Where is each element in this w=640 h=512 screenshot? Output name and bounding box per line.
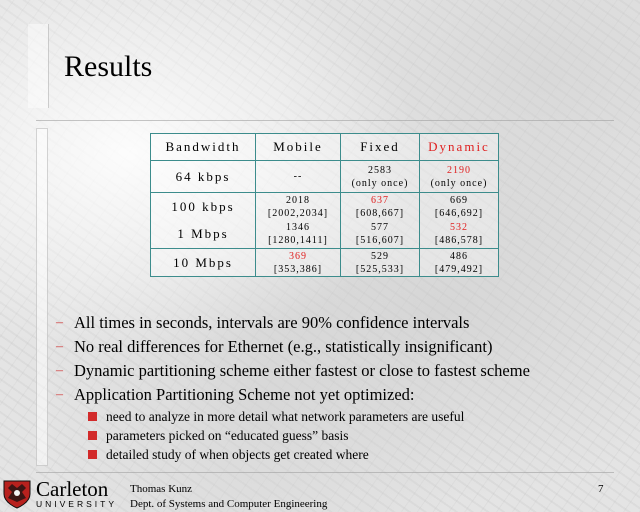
sub-bullet-text: parameters picked on “educated guess” basis [106, 428, 349, 443]
table-header-row [151, 134, 499, 161]
cell-value: 2190 [447, 164, 471, 176]
cell-value: 2018 [286, 194, 310, 206]
page-title: Results [64, 50, 153, 83]
author-name: Thomas Kunz [130, 483, 193, 495]
table-row [151, 193, 499, 221]
cell-bandwidth: 100 kbps [151, 193, 256, 221]
cell-value: 486 [450, 250, 468, 262]
red-square-icon [88, 431, 97, 440]
cell-value: 529 [371, 250, 389, 262]
red-square-icon [88, 412, 97, 421]
cell-bandwidth: 64 kbps [151, 161, 256, 193]
cell-dynamic [420, 221, 499, 249]
sub-bullet-list [74, 407, 530, 464]
cell-note: (only once) [430, 177, 488, 189]
dash-icon: – [56, 387, 63, 402]
cell-bandwidth: 10 Mbps [151, 249, 256, 277]
cell-mobile [256, 221, 341, 249]
carleton-crest-icon [2, 478, 32, 510]
cell-interval: [516,607] [355, 235, 405, 247]
cell-mobile [256, 249, 341, 277]
university-label: UNIVERSITY [36, 499, 118, 509]
cell-fixed [341, 161, 420, 193]
cell-value: 369 [289, 250, 307, 262]
bullet-text: All times in seconds, intervals are 90% confidence intervals [74, 313, 470, 332]
cell-fixed [341, 193, 420, 221]
table-row [151, 221, 499, 249]
list-item [56, 311, 530, 335]
decorative-left-bar [28, 24, 49, 108]
cell-mobile [256, 161, 341, 193]
cell-value: 577 [371, 222, 389, 234]
cell-value: 637 [371, 194, 389, 206]
cell-dynamic [420, 193, 499, 221]
list-item [56, 335, 530, 359]
cell-interval: [353,386] [273, 263, 323, 275]
dash-icon: – [56, 339, 63, 354]
university-name: Carleton [36, 477, 109, 501]
cell-interval: [1280,1411] [268, 235, 328, 247]
cell-note: (only once) [351, 177, 409, 189]
sub-bullet-text: detailed study of when objects get created where [106, 447, 369, 462]
cell-value: 532 [450, 222, 468, 234]
sub-list-item [88, 426, 530, 445]
decorative-divider-top [36, 120, 614, 121]
bullet-text: Application Partitioning Scheme not yet optimized: [74, 385, 415, 404]
header-bandwidth: Bandwidth [151, 134, 256, 161]
cell-interval: [479,492] [434, 263, 484, 275]
bullet-text: No real differences for Ethernet (e.g., statistically insignificant) [74, 337, 493, 356]
sub-list-item [88, 407, 530, 426]
cell-fixed [341, 221, 420, 249]
cell-value: 1346 [286, 222, 310, 234]
cell-interval: [646,692] [434, 207, 484, 219]
table-row [151, 249, 499, 277]
sub-bullet-text: need to analyze in more detail what network parameters are useful [106, 409, 465, 424]
cell-mobile [256, 193, 341, 221]
decorative-content-bar [36, 128, 48, 466]
cell-interval: [486,578] [434, 235, 484, 247]
dash-icon: – [56, 363, 63, 378]
cell-value: 2583 [368, 164, 392, 176]
results-table [150, 133, 499, 277]
cell-dynamic [420, 249, 499, 277]
bullet-text: Dynamic partitioning scheme either fastest or close to fastest scheme [74, 361, 530, 380]
table-row [151, 161, 499, 193]
department-name: Dept. of Systems and Computer Engineering [130, 498, 328, 510]
list-item [56, 383, 530, 464]
sub-list-item [88, 445, 530, 464]
cell-bandwidth: 1 Mbps [151, 221, 256, 249]
cell-dynamic [420, 161, 499, 193]
header-fixed: Fixed [341, 134, 420, 161]
red-square-icon [88, 450, 97, 459]
cell-interval: [2002,2034] [267, 207, 329, 219]
decorative-divider-bottom [36, 472, 614, 473]
list-item [56, 359, 530, 383]
page-number: 7 [598, 483, 604, 495]
bullet-list [56, 311, 530, 464]
dash-icon: – [56, 315, 63, 330]
cell-fixed [341, 249, 420, 277]
cell-interval: [608,667] [355, 207, 405, 219]
header-mobile: Mobile [256, 134, 341, 161]
header-dynamic: Dynamic [420, 134, 499, 161]
cell-interval: [525,533] [355, 263, 405, 275]
cell-value: 669 [450, 194, 468, 206]
cell-value: -- [293, 171, 303, 182]
